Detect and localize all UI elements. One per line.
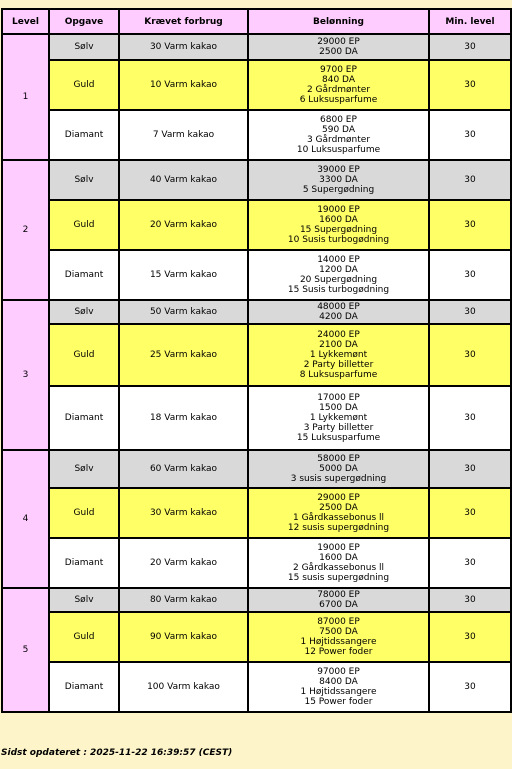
reward-line: 840 DA — [322, 75, 355, 85]
reward-line: 15 susis supergødning — [287, 573, 390, 583]
reward-line: 1 Lykkemønt — [309, 413, 368, 423]
header-task: Opgave — [49, 9, 119, 34]
reward-cell — [248, 612, 429, 662]
min-level-cell: 30 — [429, 160, 511, 200]
reward-cell — [248, 538, 429, 588]
reward-line: 6700 DA — [319, 600, 358, 610]
table-row — [2, 588, 511, 612]
reward-line: 39000 EP — [317, 165, 360, 175]
reward-cell — [248, 588, 429, 612]
required-cell: 90 Varm kakao — [119, 612, 248, 662]
table-body — [2, 34, 511, 712]
reward-line: 15 Luksusparfume — [296, 433, 381, 443]
required-cell: 10 Varm kakao — [119, 60, 248, 110]
reward-line: 48000 EP — [317, 302, 360, 312]
reward-line: 8400 DA — [319, 677, 358, 687]
reward-line: 3 susis supergødning — [290, 474, 387, 484]
required-cell: 20 Varm kakao — [119, 538, 248, 588]
reward-line: 1 Gårdkassebonus ll — [293, 513, 384, 523]
table-row — [2, 386, 511, 450]
min-level-cell: 30 — [429, 250, 511, 300]
rewards-table — [1, 8, 512, 713]
reward-line: 3300 DA — [319, 175, 358, 185]
task-cell: Diamant — [49, 662, 119, 712]
required-cell: 60 Varm kakao — [119, 450, 248, 488]
reward-line: 3 Party billetter — [303, 423, 374, 433]
reward-line: 2 Gårdmønter — [306, 85, 371, 95]
reward-line: 2100 DA — [319, 340, 358, 350]
reward-line: 20 Supergødning — [299, 275, 378, 285]
reward-cell — [248, 34, 429, 60]
min-level-cell: 30 — [429, 488, 511, 538]
reward-cell — [248, 300, 429, 324]
min-level-cell: 30 — [429, 588, 511, 612]
table-row — [2, 200, 511, 250]
reward-line: 590 DA — [322, 125, 355, 135]
reward-cell — [248, 60, 429, 110]
level-cell: 1 — [2, 34, 49, 160]
table-row — [2, 324, 511, 386]
task-cell: Sølv — [49, 588, 119, 612]
reward-line: 12 susis supergødning — [287, 523, 390, 533]
reward-line: 5000 DA — [319, 464, 358, 474]
reward-line: 7500 DA — [319, 627, 358, 637]
reward-line: 1200 DA — [319, 265, 358, 275]
reward-cell — [248, 488, 429, 538]
task-cell: Sølv — [49, 300, 119, 324]
reward-line: 15 Power foder — [304, 697, 373, 707]
table-row — [2, 488, 511, 538]
level-cell: 3 — [2, 300, 49, 450]
min-level-cell: 30 — [429, 450, 511, 488]
last-updated: Sidst opdateret : 2025-11-22 16:39:57 (CEST) — [1, 748, 233, 758]
header-min-level: Min. level — [429, 9, 511, 34]
reward-line: 19000 EP — [317, 205, 360, 215]
reward-cell — [248, 110, 429, 160]
required-cell: 7 Varm kakao — [119, 110, 248, 160]
reward-cell — [248, 450, 429, 488]
min-level-cell: 30 — [429, 60, 511, 110]
min-level-cell: 30 — [429, 200, 511, 250]
table-row — [2, 160, 511, 200]
reward-cell — [248, 386, 429, 450]
level-cell: 4 — [2, 450, 49, 588]
min-level-cell: 30 — [429, 34, 511, 60]
table-row — [2, 60, 511, 110]
reward-line: 2 Party billetter — [303, 360, 374, 370]
task-cell: Sølv — [49, 450, 119, 488]
reward-line: 15 Susis turbogødning — [287, 285, 390, 295]
level-cell: 2 — [2, 160, 49, 300]
rewards-table-container — [1, 8, 510, 713]
reward-line: 97000 EP — [317, 667, 360, 677]
reward-line: 12 Power foder — [304, 647, 373, 657]
min-level-cell: 30 — [429, 386, 511, 450]
task-cell: Sølv — [49, 34, 119, 60]
reward-line: 2 Gårdkassebonus ll — [293, 563, 384, 573]
reward-cell — [248, 200, 429, 250]
reward-line: 78000 EP — [317, 590, 360, 600]
reward-line: 19000 EP — [317, 543, 360, 553]
task-cell: Diamant — [49, 538, 119, 588]
required-cell: 18 Varm kakao — [119, 386, 248, 450]
required-cell: 25 Varm kakao — [119, 324, 248, 386]
reward-line: 1 Lykkemønt — [309, 350, 368, 360]
required-cell: 15 Varm kakao — [119, 250, 248, 300]
reward-line: 1600 DA — [319, 215, 358, 225]
min-level-cell: 30 — [429, 324, 511, 386]
reward-line: 8 Luksusparfume — [299, 370, 378, 380]
table-row — [2, 110, 511, 160]
reward-line: 24000 EP — [317, 330, 360, 340]
reward-cell — [248, 324, 429, 386]
required-cell: 100 Varm kakao — [119, 662, 248, 712]
table-row — [2, 34, 511, 60]
reward-line: 6 Luksusparfume — [299, 95, 378, 105]
task-cell: Guld — [49, 200, 119, 250]
task-cell: Diamant — [49, 110, 119, 160]
min-level-cell: 30 — [429, 612, 511, 662]
reward-line: 5 Supergødning — [302, 185, 375, 195]
task-cell: Guld — [49, 488, 119, 538]
table-row — [2, 538, 511, 588]
min-level-cell: 30 — [429, 538, 511, 588]
table-row — [2, 612, 511, 662]
header-reward: Belønning — [248, 9, 429, 34]
reward-line: 17000 EP — [317, 393, 360, 403]
min-level-cell: 30 — [429, 662, 511, 712]
reward-line: 14000 EP — [317, 255, 360, 265]
reward-cell — [248, 160, 429, 200]
reward-line: 10 Luksusparfume — [296, 145, 381, 155]
header-row — [2, 9, 511, 34]
reward-line: 10 Susis turbogødning — [287, 235, 390, 245]
reward-line: 2500 DA — [319, 503, 358, 513]
task-cell: Diamant — [49, 250, 119, 300]
table-row — [2, 450, 511, 488]
task-cell: Guld — [49, 60, 119, 110]
reward-line: 4200 DA — [319, 312, 358, 322]
reward-line: 1500 DA — [319, 403, 358, 413]
reward-line: 1 Højtidssangere — [300, 687, 377, 697]
reward-line: 9700 EP — [320, 65, 357, 75]
required-cell: 30 Varm kakao — [119, 34, 248, 60]
reward-line: 15 Supergødning — [299, 225, 378, 235]
reward-line: 2500 DA — [319, 47, 358, 57]
required-cell: 80 Varm kakao — [119, 588, 248, 612]
task-cell: Sølv — [49, 160, 119, 200]
reward-line: 1600 DA — [319, 553, 358, 563]
required-cell: 30 Varm kakao — [119, 488, 248, 538]
min-level-cell: 30 — [429, 300, 511, 324]
table-row — [2, 250, 511, 300]
required-cell: 40 Varm kakao — [119, 160, 248, 200]
min-level-cell: 30 — [429, 110, 511, 160]
reward-line: 29000 EP — [317, 493, 360, 503]
reward-line: 3 Gårdmønter — [306, 135, 371, 145]
required-cell: 50 Varm kakao — [119, 300, 248, 324]
task-cell: Diamant — [49, 386, 119, 450]
header-level: Level — [2, 9, 49, 34]
reward-line: 6800 EP — [320, 115, 357, 125]
reward-line: 29000 EP — [317, 37, 360, 47]
reward-line: 58000 EP — [317, 454, 360, 464]
table-row — [2, 662, 511, 712]
required-cell: 20 Varm kakao — [119, 200, 248, 250]
header-required: Krævet forbrug — [119, 9, 248, 34]
task-cell: Guld — [49, 612, 119, 662]
level-cell: 5 — [2, 588, 49, 712]
reward-line: 1 Højtidssangere — [300, 637, 377, 647]
reward-cell — [248, 250, 429, 300]
task-cell: Guld — [49, 324, 119, 386]
reward-line: 87000 EP — [317, 617, 360, 627]
table-row — [2, 300, 511, 324]
reward-cell — [248, 662, 429, 712]
